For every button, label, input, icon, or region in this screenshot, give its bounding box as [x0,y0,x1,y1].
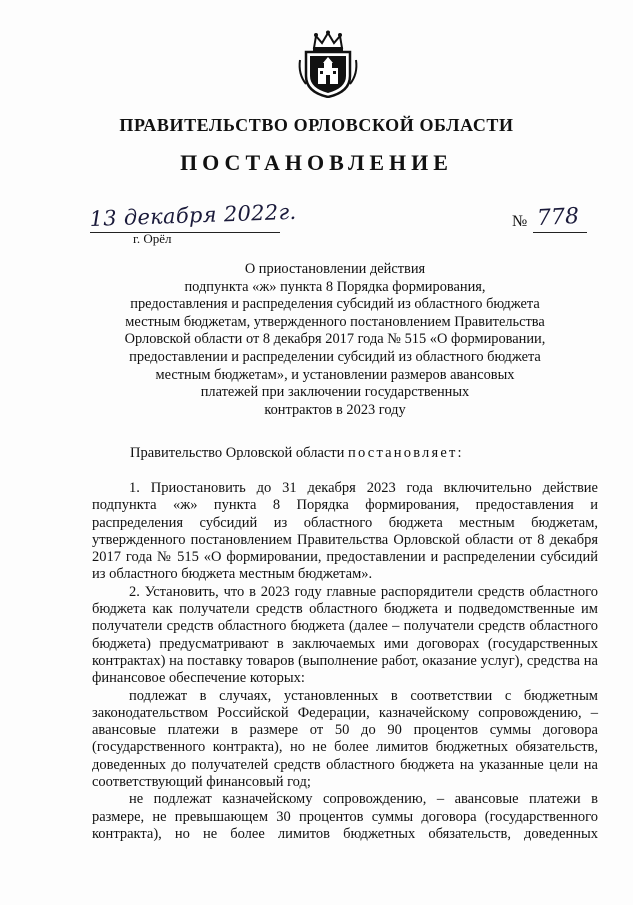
document-type-heading: ПОСТАНОВЛЕНИЕ [180,150,453,175]
handwritten-number: 778 [536,203,580,232]
subject-line: местным бюджетам», и установлении размеров авансовых [155,366,515,383]
preamble-verb: постановляет: [348,445,464,461]
subject-line: предоставления и распределения субсидий из областного бюджета [130,296,540,313]
decree-subject [110,261,560,419]
government-title: ПРАВИТЕЛЬСТВО ОРЛОВСКОЙ ОБЛАСТИ [119,115,514,135]
subject-line: платежей при заключении государственных [200,384,470,401]
subject-line: местным бюджетам, утвержденного постановлением Правительства [125,313,545,330]
paragraph-2-item-b: не подлежат казначейскому сопровождению, – авансовые платежи в размере, не превышающем 30 процентов суммы договора (государственного контракта), но не более лимитов бюджетных обязательств, доведенных [92,791,598,842]
city-label: г. Орёл [133,231,172,246]
decree-body [92,480,598,843]
preamble-lead: Правительство Орловской области [130,445,349,461]
subject-line: Орловской области от 8 декабря 2017 года № 515 «О формировании, [124,331,546,348]
number-underline [533,232,587,233]
handwritten-date: 13 декабря 2022г. [89,199,297,231]
orel-coat-of-arms-icon [296,30,360,98]
subject-line: О приостановлении действия [244,261,426,277]
date-underline [90,232,280,233]
subject-line: контрактов в 2023 году [264,401,406,418]
subject-line: предоставлении и распределении субсидий из областного бюджета [129,348,541,365]
preamble [130,445,464,462]
number-label: № [512,213,528,230]
paragraph-1: 1. Приостановить до 31 декабря 2023 года включительно действие подпункта «ж» пункта 8 Порядка формирования, предоставления и распределения субсидий из областного бюджета местным бюджетам, утвержденного постановлением Правительства Орловской области от 8 декабря 2017 года № 515 «О формировании, предоставлении и распределении субсидий из областного бюджета местным бюджетам». [92,480,598,583]
paragraph-2-item-a: подлежат в случаях, установленных в соответствии с бюджетным законодательством Российской Федерации, казначейскому сопровождению, – авансовые платежи в размере от 50 до 90 процентов суммы договора (государственного контракта), но не более лимитов бюджетных обязательств, доведенных до получателей средств областного бюджета на указанные цели на соответствующий финансовый год; [92,687,598,791]
paragraph-2: 2. Установить, что в 2023 году главные распорядители средств областного бюджета как получатели средств областного бюджета и подведомственные им получатели средств областного бюджета (далее – получатели средств областного бюджета) предусматривают в заключаемых ими договорах (государственных контрактах) на поставку товаров (выполнение работ, оказание услуг), средства на финансовое обеспечение которых: [92,583,598,687]
subject-line: подпункта «ж» пункта 8 Порядка формирования, [184,278,486,295]
